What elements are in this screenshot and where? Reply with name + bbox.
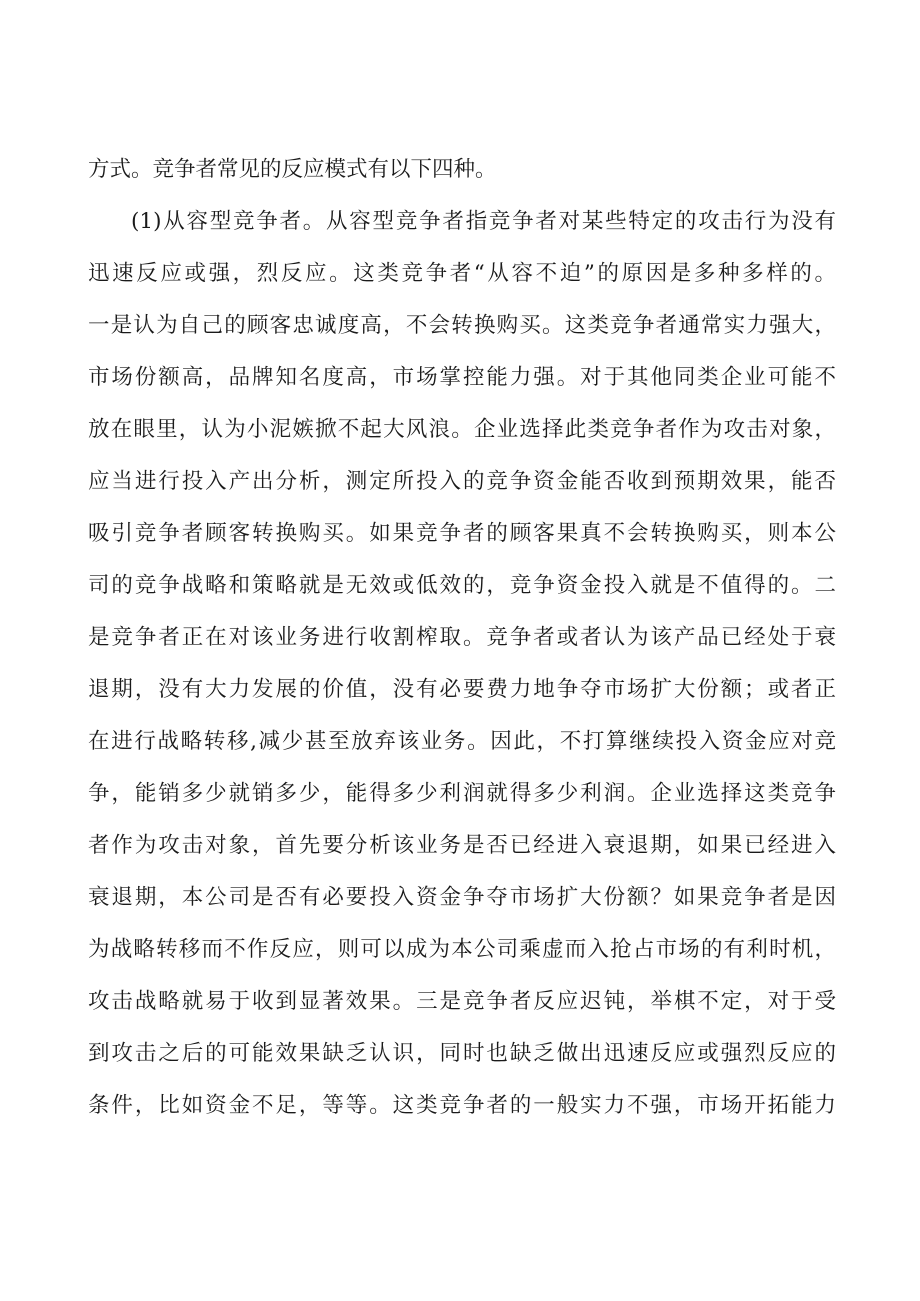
text-line: 条件，比如资金不足，等等。这类竞争者的一般实力不强，市场开拓能力 — [88, 1093, 836, 1118]
text-line: 市场份额高，品牌知名度高，市场掌控能力强。对于其他同类企业可能不 — [88, 365, 836, 390]
text-line: 者作为攻击对象，首先要分析该业务是否已经进入衰退期，如果已经进入 — [88, 833, 836, 858]
paragraph-start-line: (1)从容型竞争者。从容型竞争者指竞争者对某些特定的攻击行为没有 — [131, 209, 836, 234]
text-line: 攻击战略就易于收到显著效果。三是竞争者反应迟钝，举棋不定，对于受 — [88, 989, 836, 1014]
text-line: 迅速反应或强，烈反应。这类竞争者“从容不迫”的原因是多种多样的。 — [88, 261, 836, 286]
text-line: 争，能销多少就销多少，能得多少利润就得多少利润。企业选择这类竞争 — [88, 781, 836, 806]
text-line: 吸引竞争者顾客转换购买。如果竞争者的顾客果真不会转换购买，则本公 — [88, 521, 836, 546]
text-line: 一是认为自己的顾客忠诚度高，不会转换购买。这类竞争者通常实力强大， — [88, 313, 836, 338]
text-line: 到攻击之后的可能效果缺乏认识，同时也缺乏做出迅速反应或强烈反应的 — [88, 1041, 836, 1066]
text-line: 在进行战略转移,减少甚至放弃该业务。因此，不打算继续投入资金应对竞 — [88, 729, 836, 754]
text-line: 放在眼里，认为小泥嫉掀不起大风浪。企业选择此类竞争者作为攻击对象， — [88, 417, 836, 442]
text-line: 方式。竞争者常见的反应模式有以下四种。 — [88, 157, 497, 182]
text-line: 应当进行投入产出分析，测定所投入的竞争资金能否收到预期效果，能否 — [88, 469, 836, 494]
text-line: 退期，没有大力发展的价值，没有必要费力地争夺市场扩大份额；或者正 — [88, 677, 836, 702]
text-line: 衰退期，本公司是否有必要投入资金争夺市场扩大份额？如果竞争者是因 — [88, 885, 836, 910]
text-line: 为战略转移而不作反应，则可以成为本公司乘虚而入抢占市场的有利时机， — [88, 937, 836, 962]
text-line: 司的竞争战略和策略就是无效或低效的，竞争资金投入就是不值得的。二 — [88, 573, 836, 598]
text-line: 是竞争者正在对该业务进行收割榨取。竞争者或者认为该产品已经处于衰 — [88, 625, 836, 650]
